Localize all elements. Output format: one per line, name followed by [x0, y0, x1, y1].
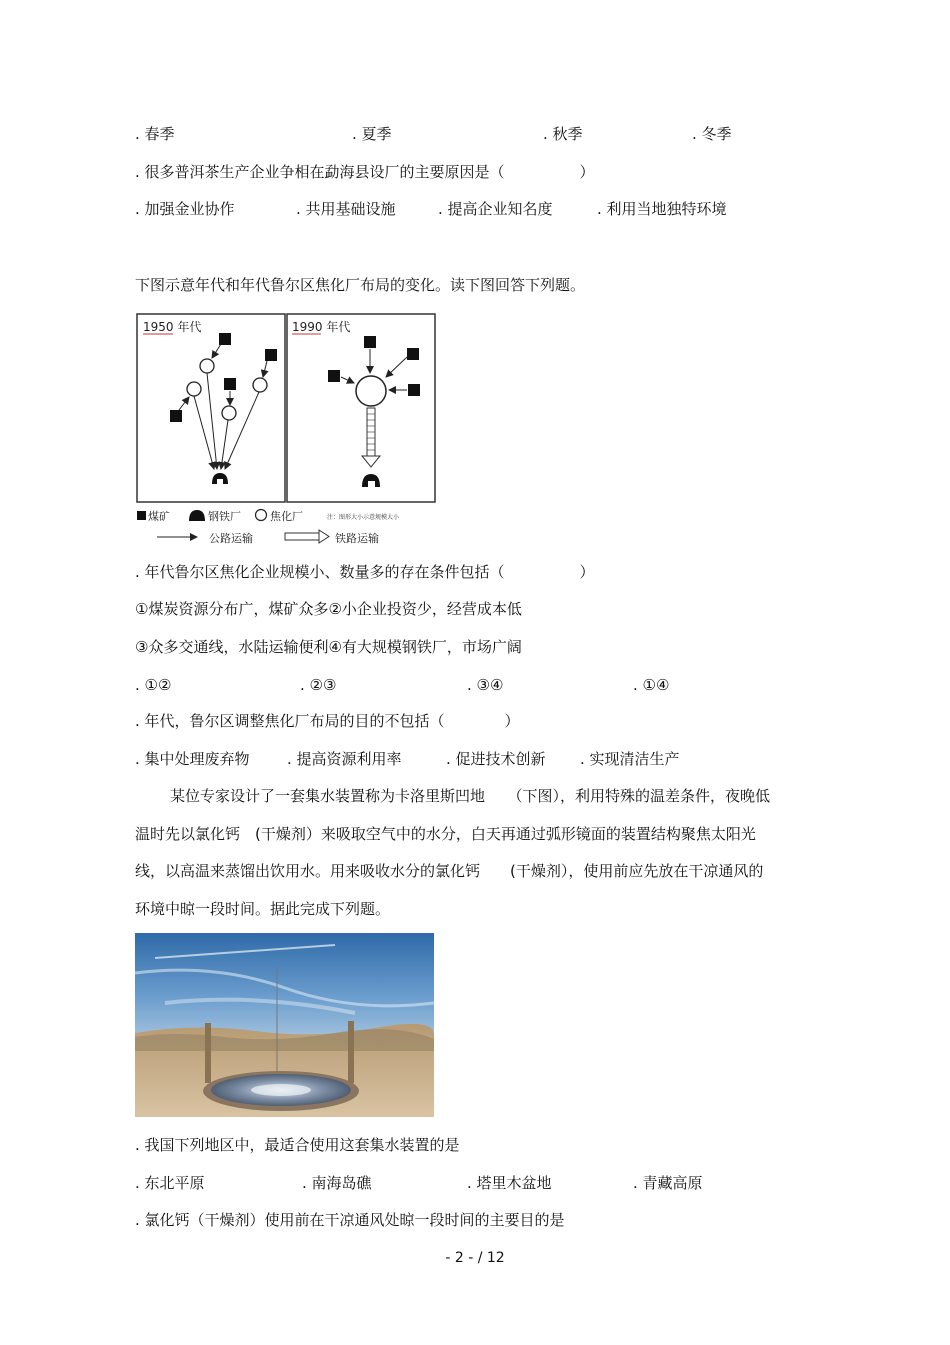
water-collector-photo	[135, 933, 434, 1117]
statement-line: ①煤炭资源分布广，煤矿众多②小企业投资少，经营成本低	[135, 600, 522, 618]
right-panel-title: 1990 年代	[292, 320, 351, 334]
option-b: . 南海岛礁	[302, 1174, 372, 1192]
option-c: . 提高企业知名度	[438, 200, 553, 218]
option-d: . 冬季	[692, 125, 732, 143]
coking-plant-icon	[222, 406, 236, 420]
option-b: . 提高资源利用率	[287, 750, 402, 768]
paragraph-line: 某位专家设计了一套集水装置称为卡洛里斯凹地 （下图），利用特殊的温差条件，夜晚低	[170, 787, 771, 805]
question-stem: . 很多普洱茶生产企业争相在勐海县设厂的主要原因是（ ）	[135, 163, 595, 181]
option-b: . 夏季	[352, 125, 392, 143]
option-c: . 塔里木盆地	[467, 1174, 552, 1192]
option-a: . 集中处理废弃物	[135, 750, 250, 768]
coking-plant-icon	[253, 378, 267, 392]
option-d: . 青藏高原	[633, 1174, 703, 1192]
statement-line: ③众多交通线，水陆运输便利④有大规模钢铁厂，市场广阔	[135, 638, 522, 656]
rail-arrow-icon	[285, 533, 319, 540]
paragraph-line: 温时先以氯化钙 (干燥剂）来吸取空气中的水分，白天再通过弧形镜面的装置结构聚焦太阳光	[135, 825, 756, 843]
coking-plant-icon	[256, 510, 267, 521]
coking-plant-icon	[200, 359, 214, 373]
coal-mine-icon	[224, 378, 236, 390]
coal-mine-icon	[407, 348, 419, 360]
coal-mine-icon	[219, 333, 231, 345]
option-b: . 共用基础设施	[296, 200, 396, 218]
page-number: - 2 - / 12	[445, 1250, 505, 1266]
option-c: . 秋季	[543, 125, 583, 143]
option-d: . 实现清洁生产	[580, 750, 680, 768]
legend-rail: 铁路运输	[335, 532, 379, 545]
question-stem: . 年代，鲁尔区调整焦化厂布局的目的不包括（ ）	[135, 712, 520, 730]
right-panel-frame	[287, 314, 435, 502]
legend-road: 公路运输	[209, 532, 253, 545]
intro-text: 下图示意年代和年代鲁尔区焦化厂布局的变化。读下图回答下列题。	[135, 276, 586, 294]
legend-coking: 焦化厂	[270, 510, 303, 523]
option-a: . 春季	[135, 125, 175, 143]
option-c: . 促进技术创新	[446, 750, 546, 768]
coal-mine-icon	[137, 511, 146, 520]
question-stem: . 年代鲁尔区焦化企业规模小、数量多的存在条件包括（ ）	[135, 563, 595, 581]
option-a: . 东北平原	[135, 1174, 205, 1192]
ruhr-coking-diagram	[135, 311, 455, 551]
option-c: . ③④	[467, 676, 504, 694]
option-b: . ②③	[300, 676, 337, 694]
coal-mine-icon	[364, 336, 376, 348]
option-d: . ①④	[633, 676, 670, 694]
question-stem: . 氯化钙（干燥剂）使用前在干凉通风处晾一段时间的主要目的是	[135, 1211, 565, 1229]
coal-mine-icon	[408, 384, 420, 396]
coal-mine-icon	[265, 349, 277, 361]
legend-steel: 钢铁厂	[208, 510, 241, 523]
coal-mine-icon	[170, 410, 182, 422]
steel-plant-icon	[189, 510, 205, 521]
option-a: . 加强金业协作	[135, 200, 235, 218]
coking-plant-icon	[187, 382, 201, 396]
legend-note: 注：图形大小示意规模大小	[327, 514, 400, 521]
paragraph-line: 环境中晾一段时间。据此完成下列题。	[135, 900, 391, 918]
coking-plant-icon	[356, 376, 386, 406]
legend-coal: 煤矿	[148, 510, 170, 523]
paragraph-line: 线，以高温来蒸馏出饮用水。用来吸收水分的氯化钙 (干燥剂），使用前应先放在干凉通风的	[135, 862, 764, 880]
option-d: . 利用当地独特环境	[597, 200, 727, 218]
coal-mine-icon	[328, 370, 340, 382]
left-panel-title: 1950 年代	[143, 320, 202, 334]
question-stem: . 我国下列地区中，最适合使用这套集水装置的是	[135, 1136, 460, 1154]
option-a: . ①②	[135, 676, 172, 694]
